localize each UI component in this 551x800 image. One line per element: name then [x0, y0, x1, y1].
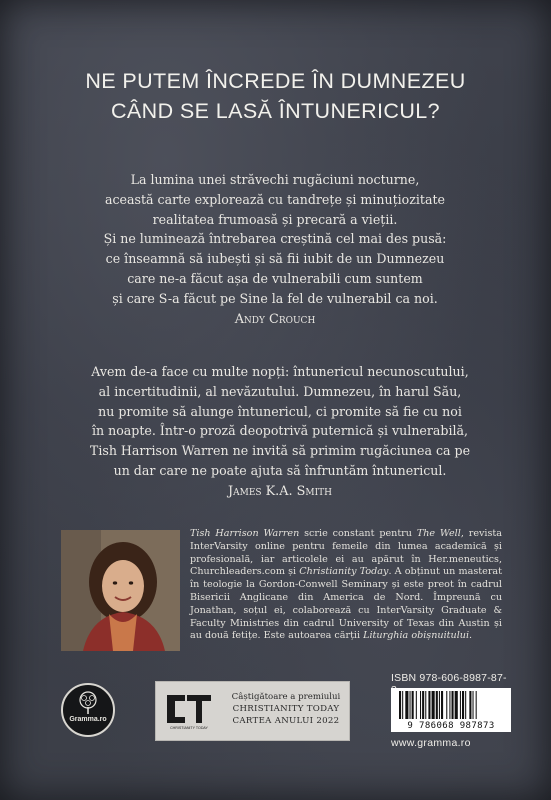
publisher-website: www.gramma.ro — [391, 737, 471, 749]
endorsement-line: un dar care ne poate ajuta să înfruntăm întunericul. — [113, 462, 447, 478]
bio-publication: The Well — [416, 528, 461, 539]
bio-text: . A obținut un masterat în teologie la Gordon-Conwell Seminary și este preot în cadrul Bisericii Anglicane din America de Nord. Împreună cu Jonathan, soțul ei, colaborează cu InterVarsity Graduate & Faculty Ministries din cadrul University of Texas din Austin și au două fetițe. Este autoarea cărții — [190, 566, 502, 642]
barcode-bar — [446, 691, 447, 719]
endorsement-line: realitatea frumoasă și precară a vieții. — [152, 211, 398, 227]
award-line-2: CHRISTIANITY TODAY — [232, 704, 340, 714]
author-photo — [61, 530, 180, 651]
headline-line-2: CÂND SE LASĂ ÎNTUNERICUL? — [111, 99, 440, 123]
award-badge — [155, 681, 350, 741]
tree-icon — [63, 685, 113, 735]
endorsement-line: Și ne luminează întrebarea creștină cel mai des pusă: — [103, 231, 447, 247]
author-bio — [190, 528, 502, 643]
barcode-bar — [460, 691, 461, 719]
endorsement-line: Tish Harrison Warren ne invită să primim rugăciunea ca pe — [89, 443, 471, 459]
endorsement-line: La lumina unei străvechi rugăciuni nocturne, — [130, 172, 420, 187]
publisher-logo — [61, 683, 115, 737]
barcode-bar — [439, 691, 440, 719]
publisher-name: Gramma.ro — [69, 716, 107, 723]
barcode-bar — [473, 691, 474, 719]
barcode-bar — [425, 691, 426, 719]
bio-text: scrie constant pentru — [299, 528, 417, 539]
barcode-bar — [441, 691, 443, 719]
barcode-bar — [399, 691, 401, 719]
author-name: Tish Harrison Warren — [190, 528, 300, 539]
barcode-bar — [432, 691, 435, 719]
endorsement-line: al incertitudinii, al nevăzutului. Dumnezeu, în harul Său, — [98, 383, 462, 399]
endorsement-andy-crouch — [70, 170, 480, 329]
barcode-bar — [405, 691, 408, 719]
award-text — [223, 691, 349, 727]
barcode-bar — [455, 691, 458, 719]
bio-publication: Christianity Today — [299, 566, 389, 578]
barcode-bar — [462, 691, 464, 719]
barcode-bar — [428, 691, 430, 719]
endorsement-attribution: James K.A. Smith — [227, 483, 333, 499]
author-portrait-illustration — [61, 530, 180, 651]
endorsement-line: nu promite să alunge întunericul, ci promite să fie cu noi — [98, 403, 462, 419]
barcode-bar — [469, 691, 471, 719]
barcode-bar — [449, 691, 450, 719]
award-line-1: Câștigătoare a premiului — [231, 692, 341, 702]
endorsement-attribution: Andy Crouch — [234, 311, 316, 327]
barcode-bar — [436, 691, 438, 719]
barcode-bars — [391, 688, 511, 720]
endorsement-line: și care S-a făcut pe Sine la fel de vulnerabil ca noi. — [112, 290, 438, 306]
bio-book-title: Liturghia obișnuitului — [363, 630, 470, 642]
endorsement-line: Avem de-a face cu multe nopți: întunericul necunoscutului, — [91, 364, 469, 379]
barcode-bar — [476, 691, 477, 719]
barcode-bar — [422, 691, 424, 719]
barcode-bar — [452, 691, 454, 719]
barcode-bar — [465, 691, 466, 719]
barcode-bar — [402, 691, 403, 719]
award-line-3: CARTEA ANULUI 2022 — [232, 716, 340, 726]
endorsement-james-smith — [70, 362, 490, 502]
bio-text: . — [469, 630, 473, 642]
bio-text: , revista InterVarsity online pentru femeile din lumea academică și profesională, iar articolele ei au apărut în Her.meneutics, Churchleaders.com și — [190, 528, 502, 578]
barcode-bar — [412, 691, 414, 719]
barcode-bar — [420, 691, 421, 719]
endorsement-line: care ne-a făcut așa de vulnerabili cum suntem — [127, 270, 423, 286]
endorsement-line: în noapte. Într-o proză deopotrivă puternică și vulnerabilă, — [91, 423, 469, 439]
barcode-digits: 9 786068 987873 — [391, 720, 511, 732]
endorsement-line: ce înseamnă să iubești și să fii iubit de un Dumnezeu — [105, 251, 445, 267]
ct-logo-subtext: CHRISTIANITY TODAY — [170, 726, 208, 730]
barcode-bar — [416, 691, 417, 719]
headline — [0, 66, 551, 126]
isbn-label: ISBN 978-606-8987-87- — [391, 672, 507, 684]
headline-line-1: NE PUTEM ÎNCREDE ÎN DUMNEZEU — [85, 69, 466, 93]
endorsement-line: această carte explorează cu tandrețe și minuțiozitate — [104, 191, 445, 207]
christianity-today-logo-icon — [165, 689, 213, 731]
barcode-bar — [410, 691, 411, 719]
